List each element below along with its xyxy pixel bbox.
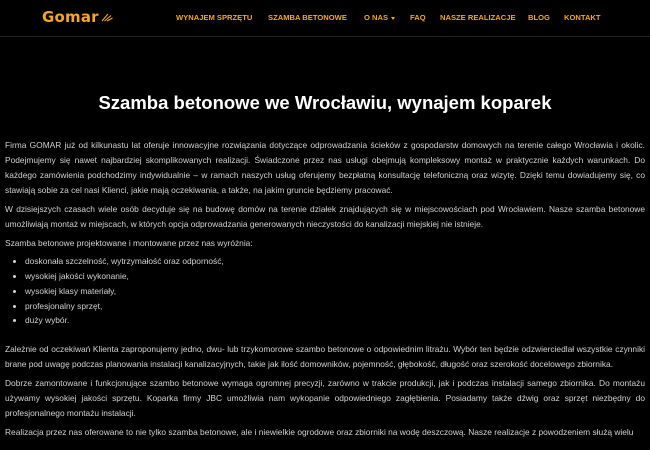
main-content	[5, 138, 645, 443]
intro-paragraph: Firma GOMAR już od kilkunastu lat oferuje innowacyjne rozwiązania dotyczące odprowadzania ścieków z gospodarstw domowych na terenie całego Wrocławia i okolic. Podejmujemy się nawet najbardziej skomplikowanych realizacji. Świadczone przez nas usługi obejmują kompleksowy montaż w praktycznie każdych warunkach. Do każdego zamówienia podchodzimy indywidualnie – w ramach naszych usług oferujemy bezpłatną konsultację telefoniczną oraz wizytę. Dzięki temu dowiadujemy się, co stawiają sobie za cel nasi Klienci, jakie mają oczekiwania, a także, na jakim gruncie będziemy pracować.	[5, 140, 645, 196]
equipment-paragraph: Dobrze zamontowane i funkcjonujące szambo betonowe wymaga ogromnej precyzji, zarówno w trakcie produkcji, jak i podczas instalacji samego zbiornika. Do montażu używamy wysokiej jakości sprzętu. Koparka firmy JBC umożliwia nam wykopanie odpowiedniego zagłębienia. Posiadamy także dźwig oraz sprzęt niezbędny do profesjonalnego montażu instalacji.	[5, 377, 645, 419]
features-intro: Szamba betonowe projektowane i montowane przez nas wyróżnia:	[5, 237, 253, 248]
header-divider	[0, 36, 650, 37]
nav-item-blog[interactable]: BLOG	[528, 13, 550, 22]
list-item: • doskonała szczelność, wytrzymałość oraz odporność,	[25, 254, 645, 269]
nav-item-onas-label: O NAS	[364, 13, 389, 22]
nav-item-faq[interactable]: FAQ	[410, 13, 426, 22]
chevron-down-icon	[391, 17, 395, 20]
nav-item-onas[interactable]	[364, 13, 395, 23]
features-list	[5, 254, 645, 328]
list-item: • wysokiej jakości wykonanie,	[25, 269, 645, 284]
realizations-paragraph: Realizacja przez nas oferowane to nie tylko szamba betonowe, ale i niewielkie ogrodowe oraz zbiorniki na wodę deszczową. Nasze realizacje z powodzeniem służą wielu	[5, 426, 634, 437]
nav-item-szamba[interactable]: SZAMBA BETONOWE	[268, 13, 347, 22]
context-paragraph: W dzisiejszych czasach wiele osób decyduje się na budowę domów na terenie działek znajdujących się w miejscowościach pod Wrocławiem. Nasze szamba betonowe umożliwiają montaż w miejscach, w których opcja odprowadzania generowanych nieczystości do kanalizacji miejskiej nie istnieje.	[5, 203, 645, 229]
nav-item-realizacje[interactable]: NASZE REALIZACJE	[440, 13, 516, 22]
page-title: Szamba betonowe we Wrocławiu, wynajem koparek	[98, 92, 552, 113]
logo-swoosh-icon	[101, 13, 113, 22]
nav-item-wynajem[interactable]: WYNAJEM SPRZĘTU	[176, 13, 253, 22]
options-paragraph: Zależnie od oczekiwań Klienta zaproponujemy jedno, dwu- lub trzykomorowe szambo betonowe o odpowiednim litrażu. Wybór ten będzie odzwierciedlał wszystkie czynniki brane pod uwagę podczas planowania instalacji kanalizacyjnych, takie jak ilość domowników, pojemność, głębokość, długość oraz szerokość docelowego zbiornika.	[5, 344, 645, 370]
list-item: • duży wybór.	[25, 313, 645, 328]
list-item: • profesjonalny sprzęt,	[25, 299, 645, 314]
logo[interactable]	[42, 8, 113, 26]
top-navbar	[0, 0, 650, 36]
list-item: • wysokiej klasy materiały,	[25, 284, 645, 299]
logo-text: Gomar	[42, 8, 99, 26]
nav-item-kontakt[interactable]: KONTAKT	[564, 13, 601, 22]
